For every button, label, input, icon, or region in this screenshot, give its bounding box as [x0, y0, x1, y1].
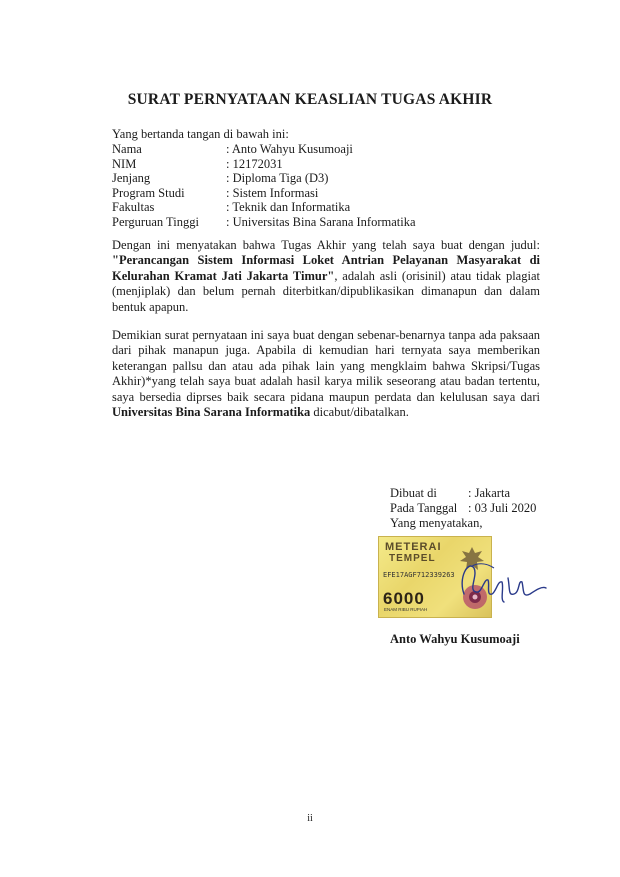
identity-label: Program Studi	[112, 185, 185, 200]
stamp-serial: EFE17AGF712339263	[383, 571, 455, 579]
identity-label: Perguruan Tinggi	[112, 214, 199, 229]
stamp-value: 6000	[383, 589, 425, 608]
thesis-title: "Perancangan Sistem Informasi Loket Antrian Pelayanan Masyarakat di Kelurahan Kramat Jati Jakarta Timur"	[112, 253, 540, 283]
page-number: ii	[307, 813, 313, 824]
identity-value: : Teknik dan Informatika	[226, 200, 351, 215]
stamp-value-text: ENAM RIBU RUPIAH	[384, 607, 428, 612]
identity-value: : Universitas Bina Sarana Informatika	[226, 214, 416, 229]
signatory-name: Anto Wahyu Kusumoaji	[390, 632, 520, 646]
university-name: Universitas Bina Sarana Informatika	[112, 405, 311, 420]
identity-row-nama	[112, 142, 416, 157]
intro-text: Yang bertanda tangan di bawah ini:	[112, 127, 289, 141]
identity-row-program-studi	[112, 186, 416, 201]
identity-label: Fakultas	[112, 200, 155, 215]
identity-label: Jenjang	[112, 171, 151, 186]
identity-row-fakultas	[112, 200, 416, 215]
identity-value: : Diploma Tiga (D3)	[226, 171, 329, 186]
identity-row-jenjang	[112, 171, 416, 186]
closing-paragraph	[112, 328, 540, 420]
identity-row-perguruan-tinggi	[112, 215, 416, 230]
declarant-label: Yang menyatakan,	[390, 515, 483, 530]
identity-value: : Sistem Informasi	[226, 185, 319, 200]
statement-paragraph	[112, 238, 540, 315]
identity-label: Nama	[112, 142, 142, 156]
place-value: : Jakarta	[468, 486, 510, 500]
date-row	[390, 501, 536, 516]
date-label: Pada Tanggal	[390, 500, 458, 515]
place-label: Dibuat di	[390, 486, 437, 500]
identity-value: : 12172031	[226, 156, 283, 171]
stamp-line1: METERAI	[385, 541, 442, 553]
statement-text: Dengan ini menyatakan bahwa Tugas Akhir yang telah saya buat dengan judul:	[112, 238, 540, 252]
place-row	[390, 486, 536, 501]
stamp-and-signature	[372, 536, 552, 621]
closing-text: Demikian surat pernyataan ini saya buat dengan sebenar-benarnya tanpa ada paksaan dari pihak manapun juga. Apabila di kemudian hari ternyata saya memberikan keterangan pallsu dan atau ada pihak lain yang mengklaim bahwa Skripsi/Tugas Akhir)*yang telah saya buat adalah hasil karya milik seseorang atau badan tertentu, saya bersedia diprses baik secara pidana maupun perdata dan kelulusan saya dari	[112, 328, 540, 404]
identity-table	[112, 142, 416, 230]
signature-block	[390, 486, 536, 530]
date-value: : 03 Juli 2020	[468, 500, 537, 515]
document-title: SURAT PERNYATAAN KEASLIAN TUGAS AKHIR	[127, 91, 493, 108]
closing-text-end: dicabut/dibatalkan.	[310, 405, 409, 420]
identity-label: NIM	[112, 156, 137, 171]
stamp-line2: TEMPEL	[389, 553, 436, 564]
statement-text-end: , adalah asli (orisinil) atau tidak plagiat (menjiplak) dan belum pernah diterbitkan/dipublikasikan dimanapun dan dalam bentuk apapun.	[112, 268, 540, 314]
identity-row-nim	[112, 157, 416, 172]
handwritten-signature	[450, 550, 550, 610]
identity-value: : Anto Wahyu Kusumoaji	[226, 142, 353, 156]
